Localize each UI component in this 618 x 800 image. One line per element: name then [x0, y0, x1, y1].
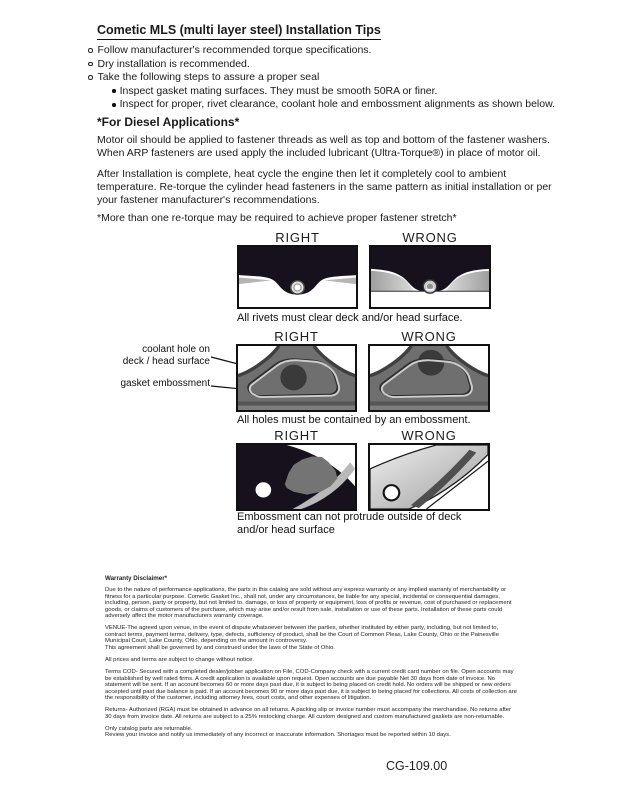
coolant-hole [280, 365, 306, 391]
list-item [112, 98, 558, 112]
filled-bullet-icon [112, 103, 116, 107]
retorque-note: *More than one re-torque may be required to achieve proper fastener stretch* [97, 212, 457, 224]
open-bullet-icon [88, 62, 93, 67]
doc-code: CG-109.00 [386, 759, 448, 773]
row1-wrong-header: WRONG [402, 230, 458, 245]
warranty-disclaimer-section [105, 575, 519, 744]
diesel-paragraph-2: After Installation is complete, heat cycle the engine then let it completely cool to ambient temperature. Re-torque the cylinder head fasteners in the same pattern as initial installation or per your fastener manufacturer's recommendations. [97, 168, 552, 206]
bullet-text: Inspect gasket mating surfaces. They must be smooth 50RA or finer. [119, 84, 438, 97]
row3-right-diagram [236, 443, 357, 511]
row2-wrong-header: WRONG [401, 329, 457, 344]
embossment-protrusion-right-illustration [238, 445, 355, 509]
embossment-containment-wrong-illustration [370, 346, 488, 410]
row1-right-diagram [237, 245, 358, 309]
gasket-embossment-label: gasket embossment [120, 378, 210, 389]
diesel-paragraph-1: Motor oil should be applied to fastener threads as well as top and bottom of the fastener washers. When ARP fasteners are used apply the included lubricant (Ultra-Torque®) in place of motor oil. [97, 134, 550, 159]
bullet-text: Dry installation is recommended. [97, 57, 250, 70]
row3-wrong-diagram [368, 443, 490, 511]
open-bullet-icon [88, 75, 93, 80]
embossment-protrusion-wrong-illustration [370, 445, 488, 509]
installation-tips-list [88, 44, 558, 112]
bullet-text: Follow manufacturer's recommended torque specifications. [97, 44, 372, 56]
page-title: Cometic MLS (multi layer steel) Installation Tips [97, 23, 381, 40]
bolt-hole [384, 485, 400, 500]
bullet-text: Inspect for proper, rivet clearance, coolant hole and embossment alignments as shown below. [119, 98, 556, 111]
disclaimer-paragraph: This agreement shall be governed by and construed under the laws of the State of Ohio. [105, 644, 335, 651]
disclaimer-paragraph: Returns- Authorized (RGA) must be obtained in advance on all returns. A packing slip or invoice number must accompany the merchandise. No returns after 30 days from invoice date. All returns are subject to a 25% restocking charge. All custom designed and custom manufactured gaskets are non-returnable. [105, 707, 512, 720]
row3-caption-line2: and/or head surface [237, 524, 335, 536]
filled-bullet-icon [112, 89, 116, 93]
row1-wrong-diagram [369, 245, 491, 309]
disclaimer-paragraph: Terms COD- Secured with a completed dealer/jobber application on File, COD-Company check with a current credit card number on file. Open accounts may be established by well rated firms. A credit application is available upon request. Open accounts are due payable Net 30 days from date of invoice. No statement will be sent. If an account becomes 60 or more days past due, it is subject to being placed on credit hold. No orders will be shipped or new orders accepted until past due balance is paid. If an account becomes 90 or more days past due, it is subject to being placed for collections. All costs of collection are the responsibility of the customer, including attorney fees, court costs, and other expenses of litigation. [105, 668, 517, 702]
disclaimer-paragraph: VENUE-The agreed upon venue, in the event of dispute whatsoever between the parties, whether instituted by either party, including, but not limited to, contract terms, payment terms, delivery, type, defects, sufficiency of product, shall be the Court of Common Pleas, Lake County, Ohio or the Painesville Municipal Court, Lake County, Ohio, depending on the amount in controversy. [105, 625, 499, 645]
coolant-hole-label: coolant hole on deck / head surface [122, 344, 210, 367]
disclaimer-heading: Warranty Disclaimer* [105, 575, 168, 582]
diesel-section-heading: *For Diesel Applications* [97, 115, 240, 129]
bolt-hole [256, 482, 272, 497]
list-item [88, 44, 558, 58]
list-item [88, 58, 558, 72]
row1-right-header: RIGHT [275, 230, 320, 245]
list-item [88, 71, 558, 85]
disclaimer-paragraph: Review your invoice and notify us immediately of any incorrect or inaccurate information. Shortages must be reported within 10 days. [105, 732, 451, 739]
row2-right-diagram [236, 344, 357, 412]
disclaimer-paragraph: Only catalog parts are returnable. [105, 725, 193, 732]
row3-wrong-header: WRONG [401, 428, 457, 443]
row2-wrong-diagram [368, 344, 490, 412]
rivet-clearance-wrong-illustration [371, 247, 489, 307]
row2-caption: All holes must be contained by an embossment. [237, 414, 471, 426]
row1-caption: All rivets must clear deck and/or head surface. [237, 312, 463, 324]
open-bullet-icon [88, 48, 93, 53]
disclaimer-paragraph: Due to the nature of performance applications, the parts in this catalog are sold without any express warranty or any implied warranty of merchantability or fitness for a particular purpose. Cometic Gasket Inc., shall not, under any circumstances, be liable for any special, incidental or consequential damages, including, person, party or property, but not limited to, damage, or loss of property or equipment, loss of profits or revenue, cost of purchased or replacement goods, or claims of customers of the purchase, which may arise and/or result from sale, installation or use of these parts. Installation of these parts could adversely affect the motor manufacturers warranty coverage. [105, 587, 512, 620]
bullet-text: Take the following steps to assure a proper seal [97, 71, 320, 84]
row3-right-header: RIGHT [274, 428, 319, 443]
coolant-hole [418, 350, 445, 376]
rivet-clearance-right-illustration [239, 247, 356, 307]
row3-caption-line1: Embossment can not protrude outside of deck [237, 511, 462, 523]
list-item [112, 85, 558, 99]
disclaimer-paragraph: All prices and terms are subject to change without notice. [105, 656, 254, 663]
embossment-containment-right-illustration [238, 346, 355, 410]
row2-right-header: RIGHT [274, 329, 319, 344]
